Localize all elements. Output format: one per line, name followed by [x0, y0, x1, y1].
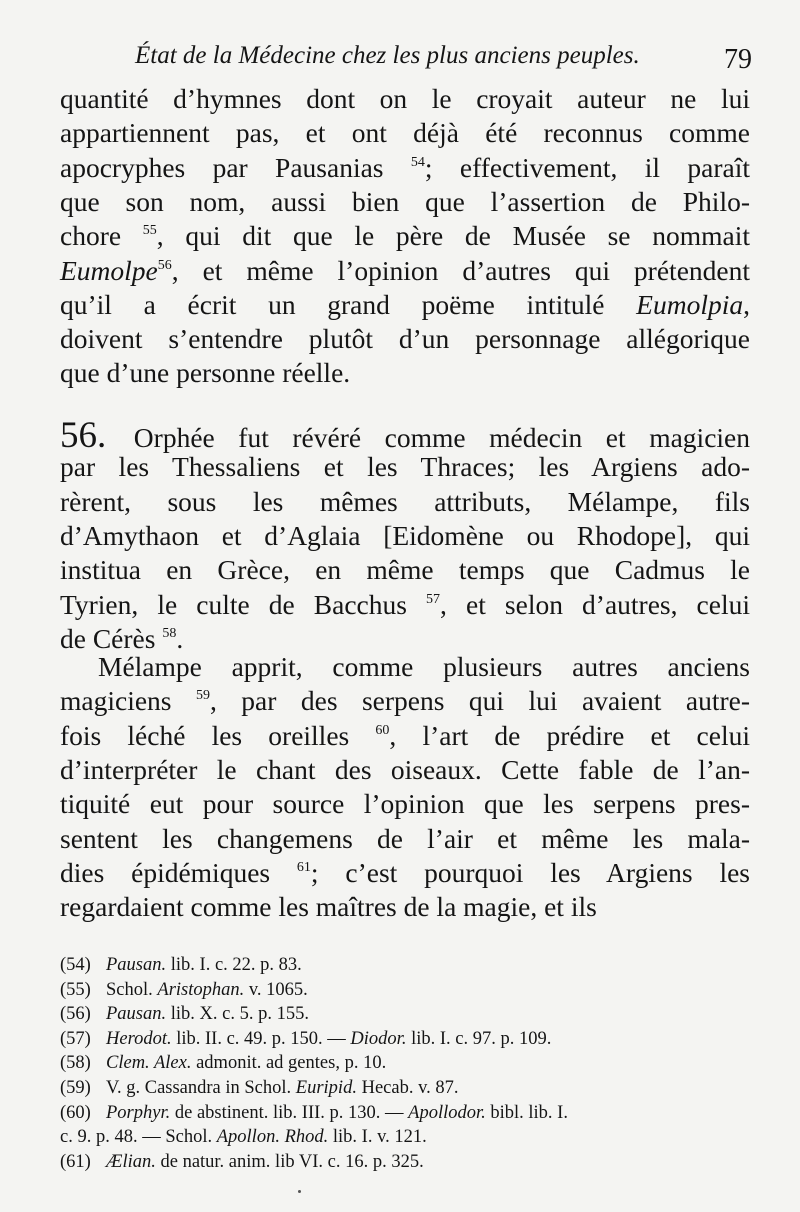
text-line [60, 356, 750, 390]
line-text: , l’art de prédire et celui [389, 719, 751, 751]
line-text: apocryphes par Pausanias [60, 151, 411, 183]
line-text: Tyrien, le culte de Bacchus [60, 588, 427, 620]
line-text: , par des serpens qui lui avaient autre- [209, 685, 750, 717]
text-line [60, 753, 750, 787]
footnote [60, 1002, 750, 1026]
text-line [60, 82, 750, 116]
citation-author: Ælian. [106, 1151, 156, 1172]
footnote-mark: (56) [60, 1004, 91, 1025]
text-line [60, 185, 750, 219]
citation-text: lib. X. c. 5. p. 155. [166, 1004, 309, 1025]
citation-text: v. 1065. [244, 979, 308, 1000]
citation-author: Clem. Alex. [106, 1053, 192, 1074]
footnote-mark: (54) [60, 955, 91, 975]
line-text: appartiennent pas, et ont déjà été reconnus comme [60, 117, 750, 149]
footnote-mark: (57) [60, 1028, 91, 1049]
footnote-ref: 61 [296, 859, 311, 875]
line-text: , et même l’opinion d’autres qui prétendent [171, 254, 750, 286]
line-text: magiciens [60, 685, 196, 717]
footnote-ref: 55 [142, 223, 157, 239]
text-line [60, 288, 750, 322]
line-text: de Cérès [60, 622, 163, 654]
footnote [60, 1076, 750, 1100]
text-line [60, 890, 750, 924]
line-text: ; effectivement, il paraît [424, 151, 751, 183]
citation-text: de abstinent. lib. III. p. 130. — [170, 1102, 409, 1123]
citation-text: de natur. anim. lib VI. c. 16. p. 325. [155, 1151, 424, 1172]
line-text: que d’une personne réelle. [60, 357, 351, 389]
footnote-ref: 60 [375, 722, 390, 738]
line-text: , qui dit que le père de Musée se nommait [156, 220, 750, 252]
footnote [60, 1125, 750, 1149]
footnote [60, 1051, 750, 1075]
citation-text: bibl. lib. I. [485, 1102, 568, 1123]
line-text: d’Amythaon et d’Aglaia [Eidomène ou Rhodope], qui [60, 519, 750, 551]
citation-author: Apollodor. [408, 1102, 486, 1123]
line-text: doivent s’entendre plutôt d’un personnage allégorique [60, 323, 750, 355]
text-line [60, 553, 750, 587]
italic-text: Eumolpia [636, 288, 744, 320]
footnote [60, 1027, 750, 1051]
text-line [60, 219, 750, 253]
citation-author: Euripid. [295, 1078, 357, 1098]
text-line [60, 116, 750, 150]
footnote [60, 1101, 750, 1125]
citation-text: lib. I. c. 97. p. 109. [406, 1028, 552, 1049]
text-line [60, 322, 750, 356]
footnote-ref: 59 [195, 688, 210, 704]
citation-author: Apollon. Rhod. [216, 1127, 329, 1148]
citation-text: Hecab. v. 87. [356, 1078, 459, 1098]
citation-text: Schol. [106, 979, 158, 1000]
citation-author: Herodot. [106, 1028, 172, 1049]
text-line [60, 719, 750, 753]
line-text: chore [60, 220, 143, 252]
line-text: quantité d’hymnes dont on le croyait auteur ne lui [60, 83, 750, 114]
line-text: institua en Grèce, en même temps que Cadmus le [60, 554, 750, 586]
section-number: 56. [60, 415, 107, 456]
text-line [60, 151, 750, 185]
line-text: que son nom, aussi bien que l’assertion de Philo- [60, 185, 750, 217]
footnote [60, 1150, 750, 1174]
text-line [60, 519, 750, 553]
text-line [60, 588, 750, 622]
footnote-ref: 54 [410, 154, 425, 170]
text-line [60, 822, 750, 856]
citation-text: V. g. Cassandra in Schol. [106, 1078, 296, 1098]
italic-text: Eumolpe [60, 254, 158, 286]
citation-text: lib. I. v. 121. [328, 1127, 427, 1148]
text-line [60, 450, 750, 484]
footnote-mark: (61) [60, 1151, 91, 1172]
footnote [60, 978, 750, 1002]
page-number: 79 [724, 44, 752, 75]
footnote-ref: 57 [426, 591, 441, 607]
footnote-mark: (55) [60, 979, 91, 1000]
line-text: d’interpréter le chant des oiseaux. Cette fable de l’an- [60, 753, 750, 785]
citation-author: Pausan. [106, 955, 167, 975]
citation-author: Aristophan. [157, 979, 245, 1000]
citation-text: c. 9. p. 48. — Schol. [60, 1127, 217, 1148]
line-text: regardaient comme les maîtres de la magie, et ils [60, 891, 597, 923]
line-text: rèrent, sous les mêmes attributs, Mélampe, fils [60, 485, 750, 517]
line-text: fois léché les oreilles [60, 719, 376, 751]
line-text: , et selon d’autres, celui [440, 588, 751, 620]
citation-author: Porphyr. [106, 1102, 171, 1123]
page-header [60, 42, 752, 82]
ink-speck [298, 1190, 301, 1193]
text-line [60, 485, 750, 519]
text-line [60, 856, 750, 890]
line-text: qu’il a écrit un grand poëme intitulé [60, 288, 637, 320]
line-text: Orphée fut révéré comme médecin et magicien [110, 422, 750, 453]
footnote-ref: 58 [162, 625, 177, 641]
line-text: dies épidémiques [60, 856, 297, 888]
citation-author: Pausan. [106, 1004, 167, 1025]
citation-text: admonit. ad gentes, p. 10. [191, 1053, 387, 1074]
line-text: sentent les changemens de l’air et même les mala- [60, 822, 750, 854]
line-text: , [743, 288, 750, 320]
running-title: État de la Médecine chez les plus anciens peuples. [135, 42, 640, 69]
line-text: ; c’est pourquoi les Argiens les [310, 856, 750, 888]
footnote [60, 953, 750, 977]
citation-text: lib. I. c. 22. p. 83. [166, 955, 302, 975]
footnote-mark: (58) [60, 1053, 91, 1074]
text-line [60, 787, 750, 821]
footnote-mark: (60) [60, 1102, 91, 1123]
footnote-mark: (59) [60, 1078, 91, 1098]
line-text: Mélampe apprit, comme plusieurs autres anciens [98, 651, 750, 682]
line-text: . [176, 622, 184, 654]
citation-text: lib. II. c. 49. p. 150. — [171, 1028, 351, 1049]
text-line [60, 684, 750, 718]
line-text: tiquité eut pour source l’opinion que les serpens pres- [60, 788, 750, 820]
footnote-ref: 56 [157, 257, 172, 273]
text-line [98, 650, 750, 684]
text-line [60, 254, 750, 288]
citation-author: Diodor. [350, 1028, 407, 1049]
line-text: par les Thessaliens et les Thraces; les Argiens ado- [60, 451, 750, 483]
